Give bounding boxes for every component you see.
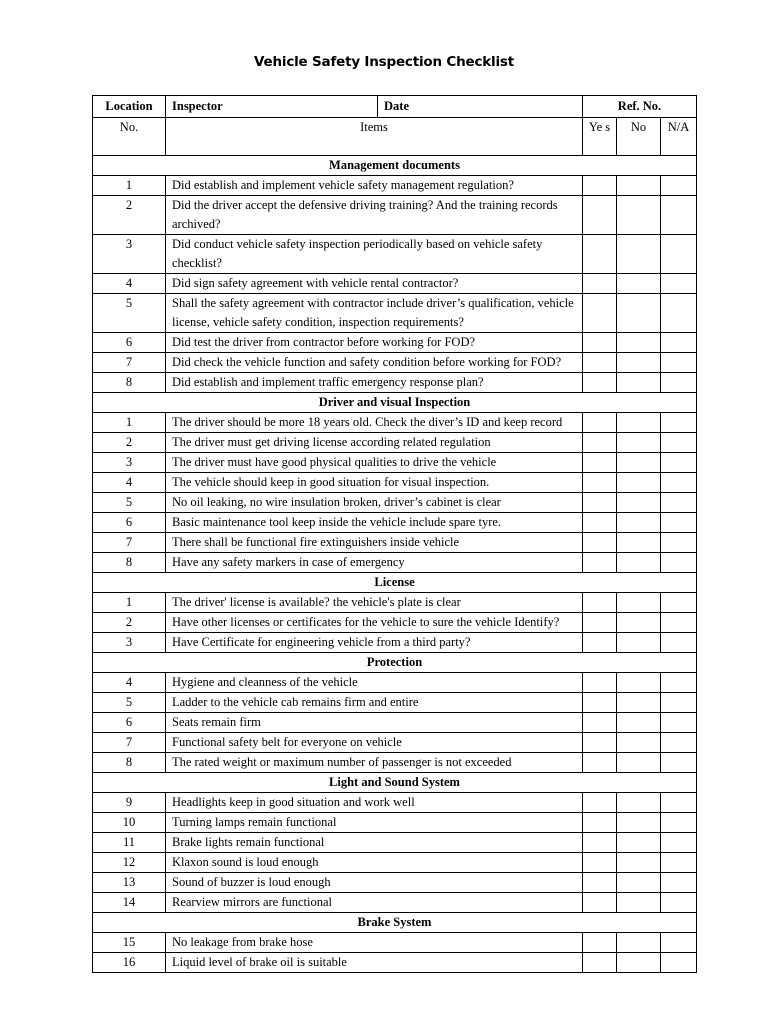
no-cell[interactable]: [617, 294, 661, 333]
item-number: 6: [93, 513, 166, 533]
na-cell[interactable]: [661, 833, 697, 853]
section-title: License: [93, 573, 697, 593]
table-row: [93, 433, 697, 453]
item-text: There shall be functional fire extinguishers inside vehicle: [166, 533, 583, 553]
na-cell[interactable]: [661, 493, 697, 513]
no-cell[interactable]: [617, 533, 661, 553]
na-cell[interactable]: [661, 853, 697, 873]
item-text: Have any safety markers in case of emergency: [166, 553, 583, 573]
item-number: 8: [93, 373, 166, 393]
yes-cell[interactable]: [583, 513, 617, 533]
na-cell[interactable]: [661, 893, 697, 913]
na-cell[interactable]: [661, 533, 697, 553]
no-cell[interactable]: [617, 473, 661, 493]
section-row: [93, 393, 697, 413]
yes-cell[interactable]: [583, 453, 617, 473]
yes-cell[interactable]: [583, 493, 617, 513]
yes-cell[interactable]: [583, 693, 617, 713]
item-number: 6: [93, 333, 166, 353]
table-row: [93, 873, 697, 893]
item-number: 5: [93, 493, 166, 513]
table-row: [93, 274, 697, 294]
table-row: [93, 753, 697, 773]
ref-no-label: Ref. No.: [583, 96, 697, 118]
item-number: 7: [93, 533, 166, 553]
item-number: 7: [93, 353, 166, 373]
no-cell[interactable]: [617, 833, 661, 853]
no-cell[interactable]: [617, 413, 661, 433]
item-text: Seats remain firm: [166, 713, 583, 733]
yes-cell[interactable]: [583, 793, 617, 813]
no-cell[interactable]: [617, 453, 661, 473]
section-row: [93, 773, 697, 793]
item-text: No oil leaking, no wire insulation broken, driver’s cabinet is clear: [166, 493, 583, 513]
item-number: 6: [93, 713, 166, 733]
no-cell[interactable]: [617, 633, 661, 653]
item-text: Basic maintenance tool keep inside the vehicle include spare tyre.: [166, 513, 583, 533]
no-cell[interactable]: [617, 713, 661, 733]
yes-cell[interactable]: [583, 853, 617, 873]
item-number: 2: [93, 433, 166, 453]
yes-column-header: Ye s: [583, 118, 617, 156]
item-text: The driver must have good physical qualities to drive the vehicle: [166, 453, 583, 473]
item-number: 11: [93, 833, 166, 853]
section-title: Management documents: [93, 156, 697, 176]
no-cell[interactable]: [617, 333, 661, 353]
item-number: 12: [93, 853, 166, 873]
table-row: [93, 333, 697, 353]
yes-cell[interactable]: [583, 733, 617, 753]
item-number: 1: [93, 176, 166, 196]
table-row: [93, 613, 697, 633]
na-cell[interactable]: [661, 433, 697, 453]
na-cell[interactable]: [661, 235, 697, 274]
item-text: The rated weight or maximum number of passenger is not exceeded: [166, 753, 583, 773]
item-text: Functional safety belt for everyone on vehicle: [166, 733, 583, 753]
item-text: Did conduct vehicle safety inspection periodically based on vehicle safety checklist?: [166, 235, 583, 274]
yes-cell[interactable]: [583, 333, 617, 353]
column-header-row: [93, 118, 697, 156]
table-row: [93, 813, 697, 833]
table-row: [93, 453, 697, 473]
item-number: 1: [93, 593, 166, 613]
yes-cell[interactable]: [583, 593, 617, 613]
item-text: Hygiene and cleanness of the vehicle: [166, 673, 583, 693]
item-number: 5: [93, 294, 166, 333]
item-number: 1: [93, 413, 166, 433]
date-label: Date: [378, 96, 583, 118]
section-row: [93, 653, 697, 673]
na-cell[interactable]: [661, 473, 697, 493]
yes-cell[interactable]: [583, 873, 617, 893]
table-row: [93, 593, 697, 613]
section-title: Light and Sound System: [93, 773, 697, 793]
no-cell[interactable]: [617, 613, 661, 633]
no-cell[interactable]: [617, 274, 661, 294]
item-text: Did establish and implement vehicle safety management regulation?: [166, 176, 583, 196]
no-cell[interactable]: [617, 513, 661, 533]
no-cell[interactable]: [617, 593, 661, 613]
no-cell[interactable]: [617, 176, 661, 196]
no-cell[interactable]: [617, 673, 661, 693]
yes-cell[interactable]: [583, 176, 617, 196]
no-cell[interactable]: [617, 235, 661, 274]
item-text: Headlights keep in good situation and work well: [166, 793, 583, 813]
table-row: [93, 673, 697, 693]
item-text: Klaxon sound is loud enough: [166, 853, 583, 873]
table-row: [93, 353, 697, 373]
na-cell[interactable]: [661, 453, 697, 473]
item-text: Did the driver accept the defensive driving training? And the training records archived?: [166, 196, 583, 235]
item-number: 16: [93, 953, 166, 973]
item-number: 4: [93, 473, 166, 493]
item-number: 8: [93, 553, 166, 573]
table-row: [93, 473, 697, 493]
no-cell[interactable]: [617, 893, 661, 913]
na-cell[interactable]: [661, 873, 697, 893]
table-row: [93, 793, 697, 813]
na-cell[interactable]: [661, 176, 697, 196]
no-cell[interactable]: [617, 853, 661, 873]
table-row: [93, 513, 697, 533]
table-row: [93, 373, 697, 393]
items-column-header: Items: [166, 118, 583, 156]
section-row: [93, 156, 697, 176]
na-cell[interactable]: [661, 753, 697, 773]
yes-cell[interactable]: [583, 413, 617, 433]
na-cell[interactable]: [661, 633, 697, 653]
inspector-label: Inspector: [166, 96, 378, 118]
item-number: 3: [93, 453, 166, 473]
table-row: [93, 893, 697, 913]
na-cell[interactable]: [661, 793, 697, 813]
item-text: Liquid level of brake oil is suitable: [166, 953, 583, 973]
section-row: [93, 573, 697, 593]
table-row: [93, 693, 697, 713]
table-row: [93, 493, 697, 513]
table-row: [93, 633, 697, 653]
yes-cell[interactable]: [583, 633, 617, 653]
no-cell[interactable]: [617, 693, 661, 713]
item-number: 7: [93, 733, 166, 753]
table-row: [93, 235, 697, 274]
na-cell[interactable]: [661, 713, 697, 733]
item-number: 9: [93, 793, 166, 813]
item-text: Did establish and implement traffic emergency response plan?: [166, 373, 583, 393]
table-row: [93, 196, 697, 235]
yes-cell[interactable]: [583, 473, 617, 493]
table-row: [93, 533, 697, 553]
yes-cell[interactable]: [583, 433, 617, 453]
section-title: Driver and visual Inspection: [93, 393, 697, 413]
na-cell[interactable]: [661, 593, 697, 613]
na-cell[interactable]: [661, 353, 697, 373]
yes-cell[interactable]: [583, 373, 617, 393]
yes-cell[interactable]: [583, 274, 617, 294]
item-number: 14: [93, 893, 166, 913]
yes-cell[interactable]: [583, 673, 617, 693]
na-cell[interactable]: [661, 274, 697, 294]
item-text: Sound of buzzer is loud enough: [166, 873, 583, 893]
table-row: [93, 733, 697, 753]
item-text: Have other licenses or certificates for the vehicle to sure the vehicle Identify?: [166, 613, 583, 633]
location-label: Location: [93, 96, 166, 118]
item-text: The driver should be more 18 years old. Check the diver’s ID and keep record: [166, 413, 583, 433]
na-cell[interactable]: [661, 733, 697, 753]
na-cell[interactable]: [661, 553, 697, 573]
yes-cell[interactable]: [583, 953, 617, 973]
yes-cell[interactable]: [583, 713, 617, 733]
yes-cell[interactable]: [583, 613, 617, 633]
item-text: Ladder to the vehicle cab remains firm and entire: [166, 693, 583, 713]
na-cell[interactable]: [661, 673, 697, 693]
section-row: [93, 913, 697, 933]
yes-cell[interactable]: [583, 933, 617, 953]
no-answer-column-header: No: [617, 118, 661, 156]
na-cell[interactable]: [661, 196, 697, 235]
section-title: Protection: [93, 653, 697, 673]
document-title: Vehicle Safety Inspection Checklist: [254, 54, 514, 70]
na-cell[interactable]: [661, 413, 697, 433]
no-cell[interactable]: [617, 373, 661, 393]
na-cell[interactable]: [661, 294, 697, 333]
table-row: [93, 294, 697, 333]
item-number: 2: [93, 613, 166, 633]
item-number: 13: [93, 873, 166, 893]
no-cell[interactable]: [617, 196, 661, 235]
item-number: 4: [93, 673, 166, 693]
yes-cell[interactable]: [583, 353, 617, 373]
na-cell[interactable]: [661, 513, 697, 533]
yes-cell[interactable]: [583, 235, 617, 274]
no-cell[interactable]: [617, 433, 661, 453]
no-cell[interactable]: [617, 733, 661, 753]
item-number: 10: [93, 813, 166, 833]
na-cell[interactable]: [661, 333, 697, 353]
item-number: 3: [93, 633, 166, 653]
item-text: Brake lights remain functional: [166, 833, 583, 853]
section-title: Brake System: [93, 913, 697, 933]
na-cell[interactable]: [661, 373, 697, 393]
na-cell[interactable]: [661, 813, 697, 833]
no-cell[interactable]: [617, 493, 661, 513]
no-cell[interactable]: [617, 813, 661, 833]
no-cell[interactable]: [617, 353, 661, 373]
item-text: Turning lamps remain functional: [166, 813, 583, 833]
item-text: No leakage from brake hose: [166, 933, 583, 953]
na-cell[interactable]: [661, 613, 697, 633]
table-row: [93, 833, 697, 853]
header-row: [93, 96, 697, 118]
no-column-header: No.: [93, 118, 166, 156]
yes-cell[interactable]: [583, 533, 617, 553]
item-number: 8: [93, 753, 166, 773]
item-text: The driver' license is available? the vehicle's plate is clear: [166, 593, 583, 613]
na-cell[interactable]: [661, 953, 697, 973]
yes-cell[interactable]: [583, 196, 617, 235]
table-row: [93, 953, 697, 973]
table-row: [93, 413, 697, 433]
item-number: 4: [93, 274, 166, 294]
yes-cell[interactable]: [583, 294, 617, 333]
item-number: 2: [93, 196, 166, 235]
yes-cell[interactable]: [583, 833, 617, 853]
no-cell[interactable]: [617, 793, 661, 813]
table-row: [93, 933, 697, 953]
item-text: The vehicle should keep in good situation for visual inspection.: [166, 473, 583, 493]
item-text: Did test the driver from contractor before working for FOD?: [166, 333, 583, 353]
item-text: Rearview mirrors are functional: [166, 893, 583, 913]
yes-cell[interactable]: [583, 753, 617, 773]
item-number: 5: [93, 693, 166, 713]
na-column-header: N/A: [661, 118, 697, 156]
yes-cell[interactable]: [583, 813, 617, 833]
item-text: Did sign safety agreement with vehicle rental contractor?: [166, 274, 583, 294]
no-cell[interactable]: [617, 933, 661, 953]
no-cell[interactable]: [617, 553, 661, 573]
table-row: [93, 176, 697, 196]
na-cell[interactable]: [661, 933, 697, 953]
checklist-table: [92, 95, 697, 973]
item-text: Have Certificate for engineering vehicle from a third party?: [166, 633, 583, 653]
yes-cell[interactable]: [583, 553, 617, 573]
yes-cell[interactable]: [583, 893, 617, 913]
table-row: [93, 553, 697, 573]
item-text: Did check the vehicle function and safety condition before working for FOD?: [166, 353, 583, 373]
item-number: 3: [93, 235, 166, 274]
item-text: Shall the safety agreement with contractor include driver’s qualification, vehicle license, vehicle safety condition, inspection requirements?: [166, 294, 583, 333]
item-number: 15: [93, 933, 166, 953]
no-cell[interactable]: [617, 873, 661, 893]
no-cell[interactable]: [617, 753, 661, 773]
no-cell[interactable]: [617, 953, 661, 973]
na-cell[interactable]: [661, 693, 697, 713]
checklist-body: [93, 96, 697, 973]
table-row: [93, 853, 697, 873]
table-row: [93, 713, 697, 733]
item-text: The driver must get driving license according related regulation: [166, 433, 583, 453]
